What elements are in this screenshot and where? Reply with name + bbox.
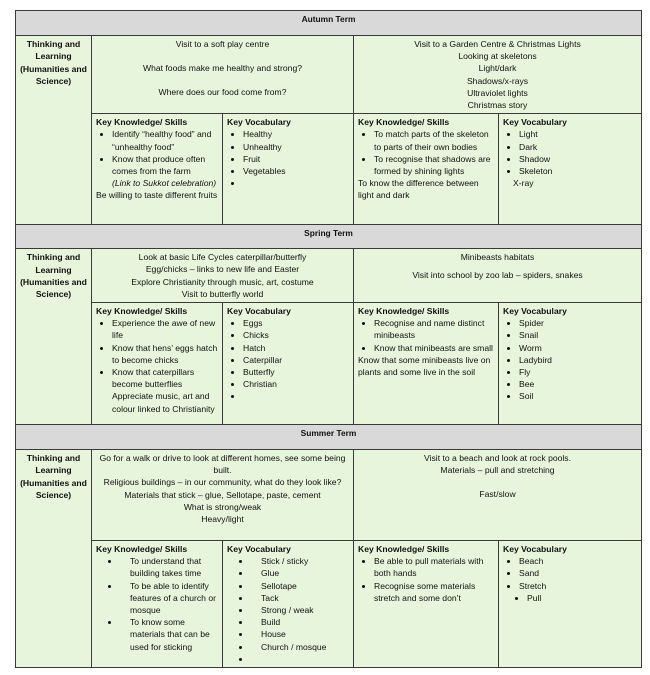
list-item: • Snail bbox=[519, 329, 637, 341]
autumn-left-skills: Key Knowledge/ Skills • Identify “healthy food” and “unhealthy food” • Know that produce often comes from the farm (Link to Sukkot celebration) Be willing to taste different fruits bbox=[92, 114, 223, 225]
list-item: • Recognise and name distinct minibeasts bbox=[374, 317, 494, 341]
list-item: • Strong / weak bbox=[251, 604, 349, 616]
spring-left-activities: Look at basic Life Cycles caterpillar/butterfly Egg/chicks – links to new life and Easter Explore Christianity through music, art, costume Visit to butterfly world bbox=[92, 249, 354, 303]
summer-right-skills: Key Knowledge/ Skills • Be able to pull materials with both hands • Recognise some materials stretch and some don’t bbox=[354, 541, 499, 668]
list-item: • Vegetables bbox=[243, 165, 349, 177]
list-item: • To understand that building takes time bbox=[120, 555, 218, 579]
list-item: • Experience the awe of new life bbox=[112, 317, 218, 341]
list-item: • Know that minibeasts are small bbox=[374, 342, 494, 354]
list-item: • House bbox=[251, 628, 349, 640]
list-item: • Know that produce often comes from the farm (Link to Sukkot celebration) bbox=[112, 153, 218, 190]
spring-right-vocab: Key Vocabulary • Spider • Snail • Worm • Ladybird • Fly • Bee • Soil bbox=[499, 303, 642, 425]
summer-right-vocab: Key Vocabulary • Beach • Sand • Stretch • Pull bbox=[499, 541, 642, 668]
list-item: • Build bbox=[251, 616, 349, 628]
list-item: • Be able to pull materials with both hands bbox=[374, 555, 494, 579]
list-item: • Stick / sticky bbox=[251, 555, 349, 567]
list-item: • To match parts of the skeleton to parts of their own bodies bbox=[374, 128, 494, 152]
list-item: • Butterfly bbox=[243, 366, 349, 378]
summer-left-skills: Key Knowledge/ Skills • To understand that building takes time • To be able to identify features of a church or mosque • To know some materials that can be used for sticking bbox=[92, 541, 223, 668]
list-item: • Fruit bbox=[243, 153, 349, 165]
list-item: • To recognise that shadows are formed by shining lights bbox=[374, 153, 494, 177]
list-item: • Know that caterpillars become butterflies bbox=[112, 366, 218, 390]
summer-right-activities: Visit to a beach and look at rock pools. Materials – pull and stretching Fast/slow bbox=[354, 450, 642, 541]
term-header-spring: Spring Term bbox=[16, 225, 642, 249]
list-item: • Know that hens’ eggs hatch to become chicks bbox=[112, 342, 218, 366]
list-item: • Tack bbox=[251, 592, 349, 604]
autumn-right-activities: Visit to a Garden Centre & Christmas Lights Looking at skeletons Light/dark Shadows/x-rays Ultraviolet lights Christmas story bbox=[354, 36, 642, 114]
list-item: • Bee bbox=[519, 378, 637, 390]
list-item: • Ladybird bbox=[519, 354, 637, 366]
term-header-summer: Summer Term bbox=[16, 425, 642, 450]
list-item: • Sellotape bbox=[251, 580, 349, 592]
autumn-left-activities: Visit to a soft play centre What foods make me healthy and strong? Where does our food come from? bbox=[92, 36, 354, 114]
list-item: • Beach bbox=[519, 555, 637, 567]
list-item: • Skeleton bbox=[519, 165, 637, 177]
list-item: • Eggs bbox=[243, 317, 349, 329]
list-item: • Dark bbox=[519, 141, 637, 153]
spring-left-skills: Key Knowledge/ Skills • Experience the awe of new life • Know that hens’ eggs hatch to become chicks • Know that caterpillars become butterflies Appreciate music, art and colour linked to Christianity bbox=[92, 303, 223, 425]
list-item: • Church / mosque bbox=[251, 641, 349, 653]
summer-left-vocab: Key Vocabulary • Stick / sticky • Glue • Sellotape • Tack • Strong / weak • Build • House • Church / mosque • bbox=[223, 541, 354, 668]
term-header-autumn: Autumn Term bbox=[16, 11, 642, 36]
list-item: • Unhealthy bbox=[243, 141, 349, 153]
spring-right-activities: Minibeasts habitats Visit into school by zoo lab – spiders, snakes bbox=[354, 249, 642, 303]
list-item: • Spider bbox=[519, 317, 637, 329]
list-item: • Glue bbox=[251, 567, 349, 579]
list-item: • Recognise some materials stretch and some don’t bbox=[374, 580, 494, 604]
summer-left-activities: Go for a walk or drive to look at different homes, see some being built. Religious buildings – in our community, what do they look like? Materials that stick – glue, Sellotape, paste, cement What is strong/weak Heavy/light bbox=[92, 450, 354, 541]
list-item: • Pull bbox=[527, 592, 637, 604]
list-item bbox=[243, 177, 349, 189]
curriculum-table bbox=[15, 10, 642, 668]
list-item: • Light bbox=[519, 128, 637, 140]
list-item: • Christian bbox=[243, 378, 349, 390]
list-item: • To know some materials that can be used for sticking bbox=[120, 616, 218, 653]
list-item: • Soil bbox=[519, 390, 637, 402]
row-label-summer: Thinking and Learning (Humanities and Science) bbox=[16, 450, 92, 668]
list-item: • To be able to identify features of a church or mosque bbox=[120, 580, 218, 617]
list-item bbox=[251, 653, 349, 665]
list-item: • Caterpillar bbox=[243, 354, 349, 366]
spring-left-vocab: Key Vocabulary • Eggs • Chicks • Hatch • Caterpillar • Butterfly • Christian • bbox=[223, 303, 354, 425]
list-item bbox=[243, 390, 349, 402]
autumn-left-vocab: Key Vocabulary • Healthy • Unhealthy • Fruit • Vegetables • bbox=[223, 114, 354, 225]
list-item: • Hatch bbox=[243, 342, 349, 354]
row-label-spring: Thinking and Learning (Humanities and Science) bbox=[16, 249, 92, 425]
row-label-autumn: Thinking and Learning (Humanities and Science) bbox=[16, 36, 92, 225]
list-item: • Healthy bbox=[243, 128, 349, 140]
list-item: • Identify “healthy food” and “unhealthy food” bbox=[112, 128, 218, 152]
list-item: • Stretch bbox=[519, 580, 637, 592]
list-item: • Shadow bbox=[519, 153, 637, 165]
list-item: • Worm bbox=[519, 342, 637, 354]
autumn-right-vocab: Key Vocabulary • Light • Dark • Shadow • Skeleton X-ray bbox=[499, 114, 642, 225]
spring-right-skills: Key Knowledge/ Skills • Recognise and name distinct minibeasts • Know that minibeasts are small Know that some minibeasts live on plants and some live in the soil bbox=[354, 303, 499, 425]
autumn-right-skills: Key Knowledge/ Skills • To match parts of the skeleton to parts of their own bodies • To recognise that shadows are formed by shining lights To know the difference between light and dark bbox=[354, 114, 499, 225]
list-item: • Fly bbox=[519, 366, 637, 378]
list-item: • Chicks bbox=[243, 329, 349, 341]
list-item: • Sand bbox=[519, 567, 637, 579]
